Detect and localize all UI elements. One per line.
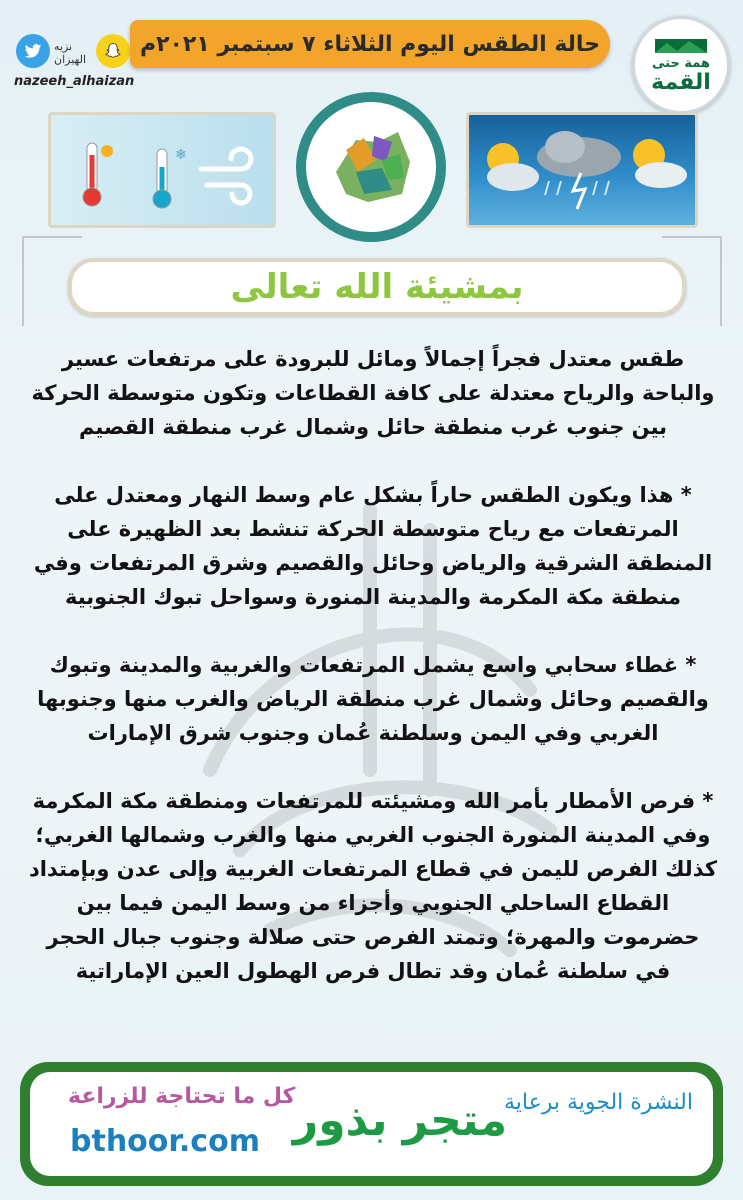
brand-logo [632, 16, 730, 114]
cold-thermometer-icon [153, 147, 187, 208]
decor-line [720, 236, 722, 326]
decor-line [22, 236, 24, 326]
page-title: حالة الطقس اليوم الثلاثاء ٧ سبتمبر ٢٠٢١م [130, 20, 610, 68]
national-day-emblem [296, 92, 446, 242]
store-website-link[interactable]: bthoor.com [70, 1124, 260, 1159]
social-block [14, 34, 135, 94]
twitter-icon[interactable] [16, 34, 50, 68]
forecast-paragraph: * غطاء سحابي واسع يشمل المرتفعات والغربية والمدينة وتبوك والقصيم وحائل وشمال غرب منطقة الرياض والغرب منها وجنوبها الغربي وفي اليمن وسلطنة عُمان وجنوب شرق الإمارات [37, 653, 709, 745]
decor-line [22, 236, 82, 238]
logo-line1: همة حتى [652, 55, 710, 71]
sponsor-footer [20, 1062, 723, 1186]
sun-cloud-icon [487, 143, 539, 191]
signature: نزيه الهيزان [54, 40, 87, 66]
mountain-flag-icon [653, 35, 709, 57]
forecast-text [28, 342, 718, 1022]
wind-icon [201, 149, 251, 203]
svg-text:❄: ❄ [175, 147, 187, 163]
snapchat-icon[interactable] [96, 34, 130, 68]
decor-line [662, 236, 722, 238]
store-name[interactable]: متجر بذور [292, 1095, 508, 1146]
sponsor-label: النشرة الجوية برعاية [503, 1090, 693, 1115]
hot-thermometer-icon [83, 143, 113, 206]
logo-line2: القمة [651, 70, 711, 96]
sun-cloud-icon [633, 139, 687, 188]
forecast-paragraph: * فرص الأمطار بأمر الله ومشيئته للمرتفعات ومنطقة مكة المكرمة وفي المدينة المنورة الجنوب الغربي منها والغرب وشمالها الغربي؛ كذلك الفرص لليمن في قطاع المرتفعات الغربية وإلى عدن وبإمتداد القطاع الساحلي الجنوبي وأجزاء من وسط اليمن فيما بين حضرموت والمهرة؛ وتمتد الفرص حتى صلالة وجنوب جبال الحجر في سلطنة عُمان وقد تطال فرص الهطول العين الإماراتية [28, 789, 718, 983]
social-handle[interactable]: nazeeh_alhaizan [14, 74, 135, 89]
weather-icons-image [466, 112, 698, 228]
subtitle: بمشيئة الله تعالى [68, 258, 686, 316]
forecast-paragraph: طقس معتدل فجراً إجمالاً ومائل للبرودة على مرتفعات عسير والباحة والرياح معتدلة على كافة القطاعات وتكون متوسطة الحركة بين جنوب غرب منطقة حائل وشمال غرب منطقة القصيم [31, 347, 715, 439]
forecast-paragraph: * هذا ويكون الطقس حاراً بشكل عام وسط النهار ومعتدل على المرتفعات مع رياح متوسطة الحركة تنشط بعد الظهيرة على المنطقة الشرقية والرياض وحائل والقصيم وشرق المرتفعات وفي منطقة مكة المكرمة والمدينة المنورة وسواحل تبوك الجنوبية [33, 483, 713, 609]
storm-cloud-icon [537, 131, 621, 209]
store-tagline: كل ما تحتاجة للزراعة [68, 1084, 296, 1109]
temperature-wind-image [48, 112, 276, 228]
